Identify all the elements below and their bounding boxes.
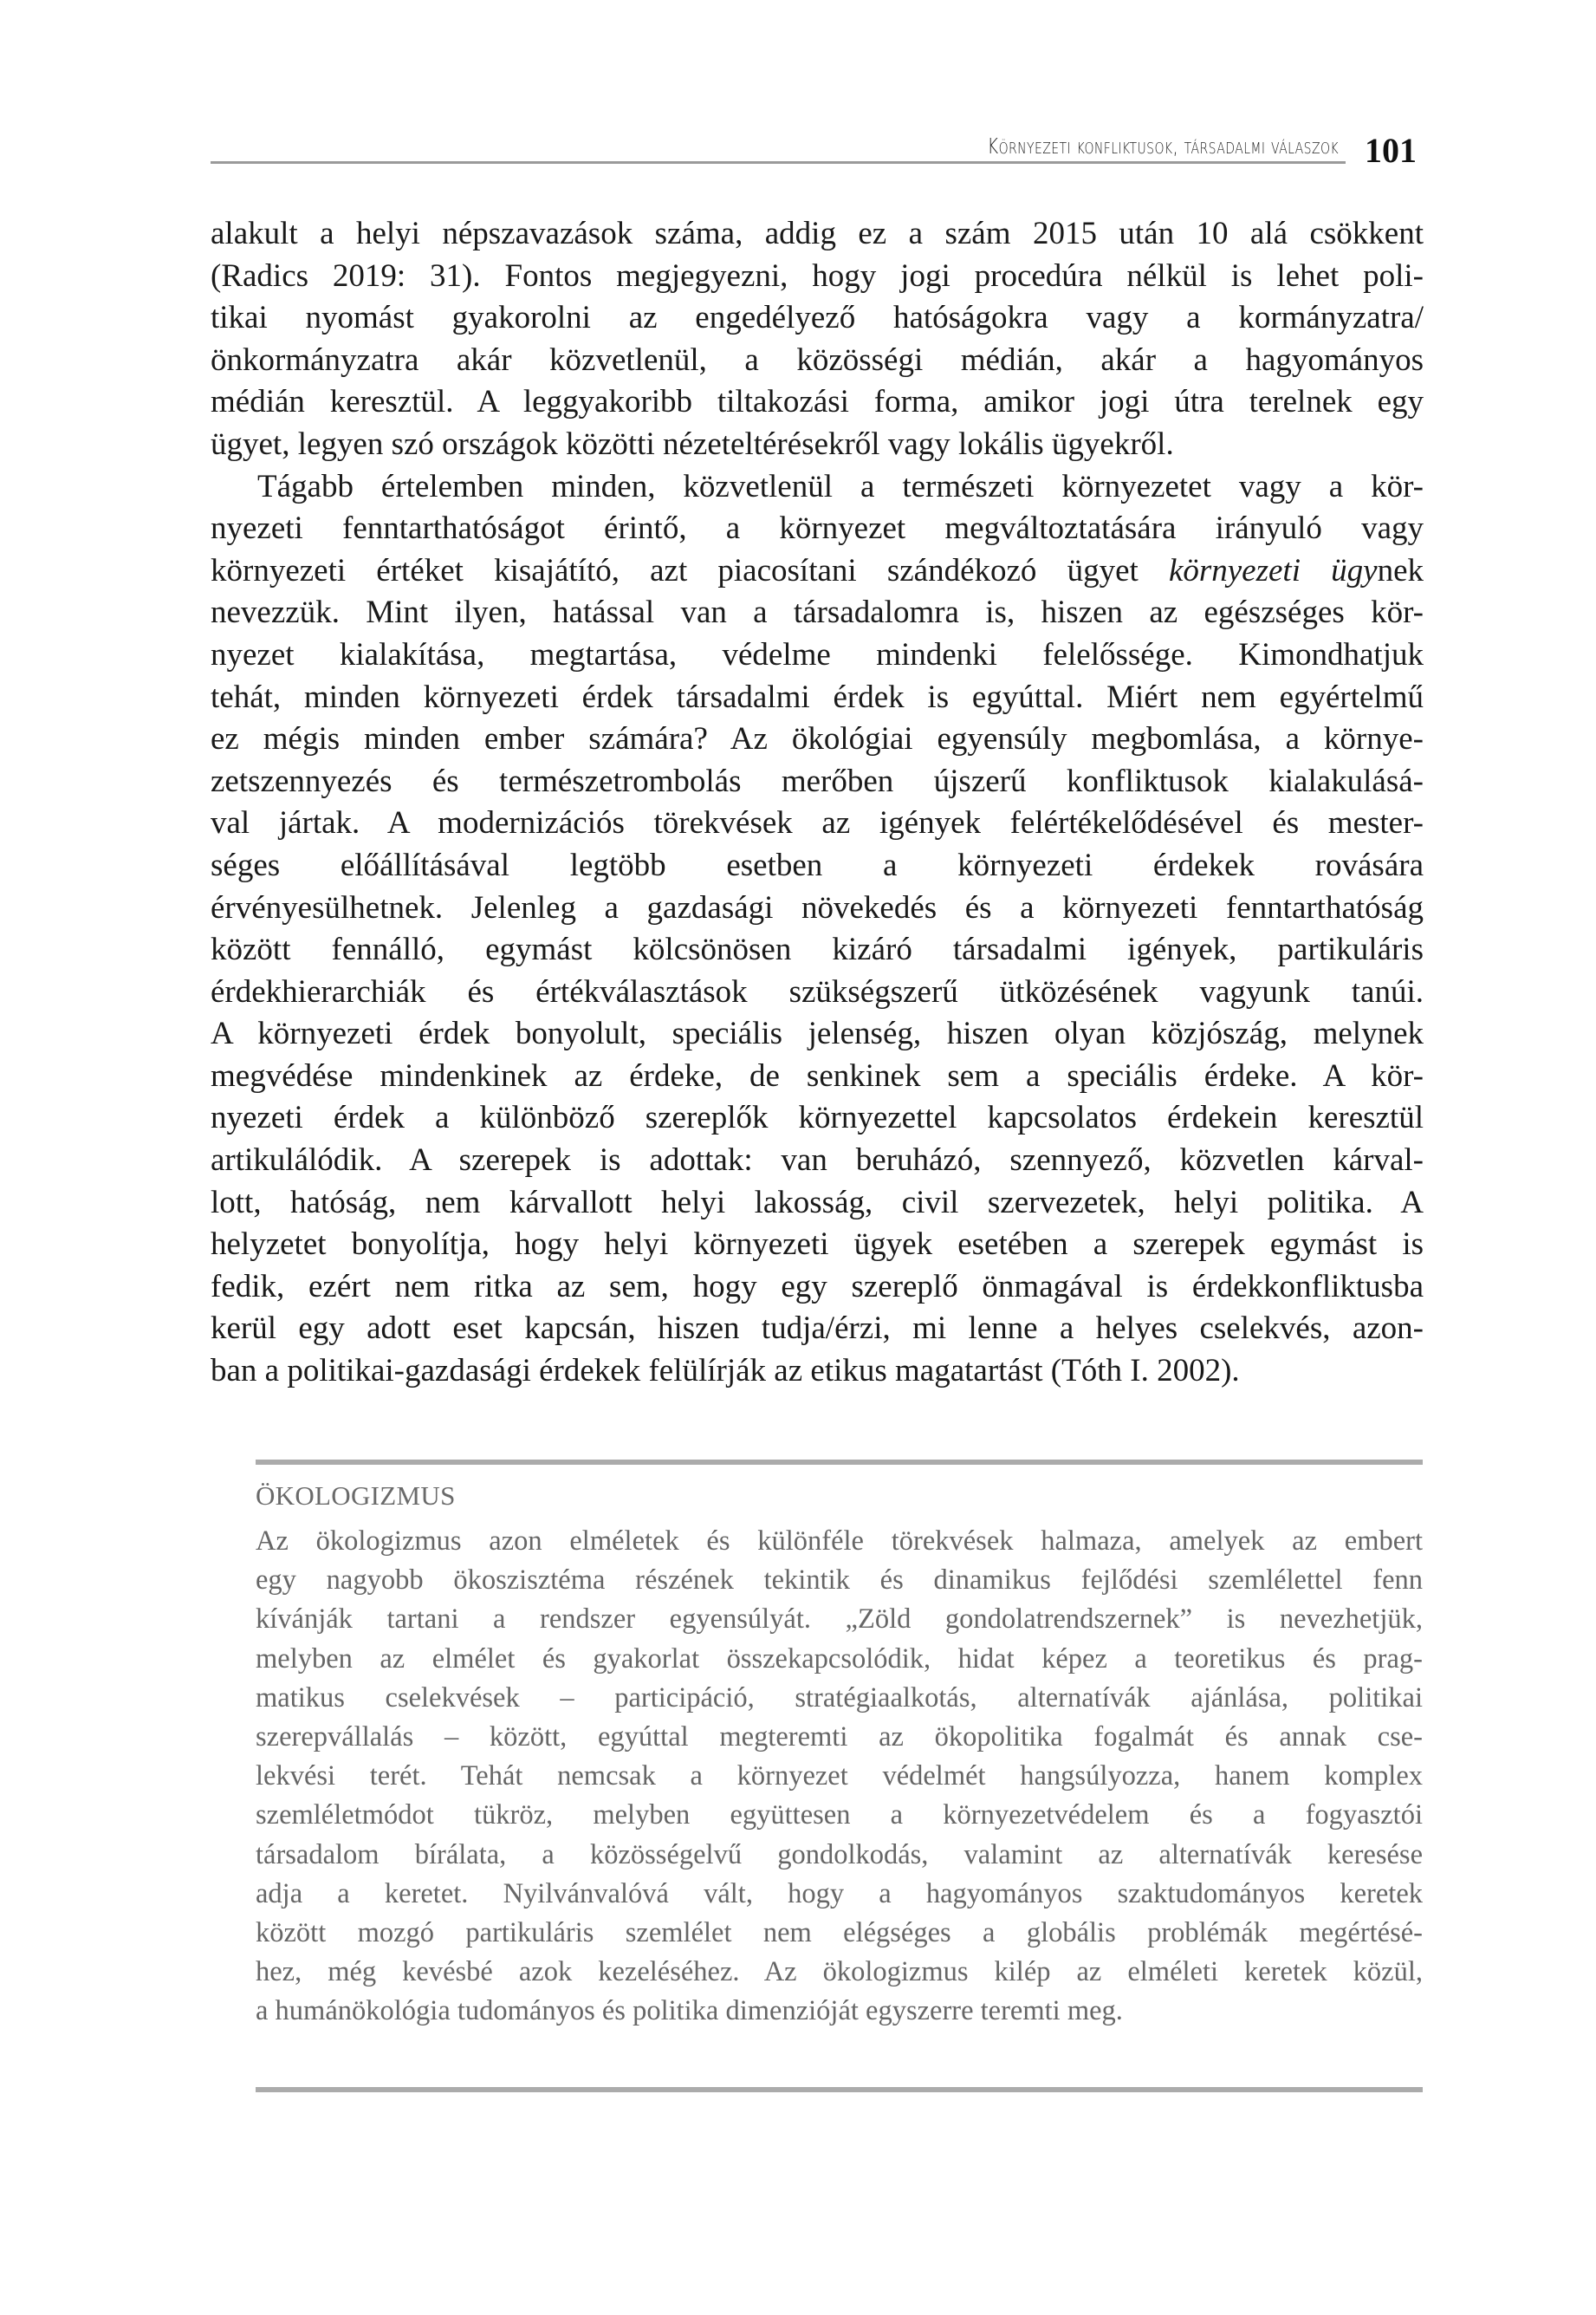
text-line: Tágabb értelemben minden, közvetlenül a természeti környezetet vagy a kör- [257,468,1424,504]
text-line: helyzetet bonyolítja, hogy helyi környezeti ügyek esetében a szerepek egymást is [211,1226,1424,1263]
text-line: nyezet kialakítása, megtartása, védelme mindenki felelőssége. Kimondhatjuk [211,636,1424,673]
text-line: médián keresztül. A leggyakoribb tiltakozási forma, amikor jogi útra terelnek egy [211,384,1424,420]
text-line: ban a politikai-gazdasági érdekek felülírják az etikus magatartást (Tóth I. 2002). [211,1353,1240,1389]
page-number: 101 [1365,131,1417,170]
box-bottom-rule [256,2087,1423,2092]
text-line: fedik, ezért nem ritka az sem, hogy egy szereplő önmagával is érdekkonfliktusba [211,1268,1424,1304]
text-line: érdekhierarchiák és értékválasztások szükségszerű ütközésének vagyunk tanúi. [211,973,1424,1010]
text-line: nyezeti fenntarthatóságot érintő, a környezet megváltoztatására irányuló vagy [211,510,1424,547]
main-text [211,213,1424,1393]
running-header [211,123,1346,164]
box-body [256,1522,1423,2031]
text-line: val jártak. A modernizációs törekvések az igények felértékelődésével és mester- [211,805,1424,842]
text-line: megvédése mindenkinek az érdeke, de senkinek sem a speciális érdeke. A kör- [211,1057,1424,1094]
box-text-line: szemléletmódot tükröz, melyben együttesen a környezetvédelem és a fogyasztói [256,1799,1423,1831]
text-line: alakult a helyi népszavazások száma, addig ez a szám 2015 után 10 alá csökkent [211,216,1424,251]
box-text-line: Az ökologizmus azon elméletek és különféle törekvések halmaza, amelyek az embert [256,1525,1423,1557]
box-top-rule [256,1460,1423,1465]
box-title: ÖKOLOGIZMUS [256,1480,456,1511]
text-line: lott, hatóság, nem kárvallott helyi lakosság, civil szervezetek, helyi politika. A [211,1184,1424,1220]
box-text-line: szerepvállalás – között, egyúttal megteremti az ökopolitika fogalmát és annak cse- [256,1720,1423,1753]
text-line: séges előállításával legtöbb esetben a környezeti érdekek rovására [211,847,1424,883]
emphasized-term: környezeti ügy [1168,552,1378,589]
text-line: tikai nyomást gyakorolni az engedélyező hatóságokra vagy a kormányzatra/ [211,300,1424,336]
text-line: artikulálódik. A szerepek is adottak: van beruházó, szennyező, közvetlen kárval- [211,1142,1424,1179]
box-text-line: kívánják tartani a rendszer egyensúlyát. „Zöld gondolatrendszernek” is nevezhetjük, [256,1603,1423,1635]
box-text-line: lekvési terét. Tehát nemcsak a környezet védelmét hangsúlyozza, hanem komplex [256,1760,1423,1792]
box-text-line: adja a keretet. Nyilvánvalóvá vált, hogy a hagyományos szaktudományos keretek [256,1877,1423,1909]
text-line: (Radics 2019: 31). Fontos megjegyezni, hogy jogi procedúra nélkül is lehet poli- [211,257,1424,294]
text-line-with-emphasis [211,550,1424,593]
paragraph-1 [211,213,1424,466]
text-line: ez mégis minden ember számára? Az ökológiai egyensúly megbomlása, a környe- [211,721,1424,758]
text-line: tehát, minden környezeti érdek társadalmi érdek is egyúttal. Miért nem egyértelmű [211,679,1424,715]
text-line: kerül egy adott eset kapcsán, hiszen tudja/érzi, mi lenne a helyes cselekvés, azon- [211,1310,1424,1347]
text-line: nyezeti érdek a különböző szereplők környezettel kapcsolatos érdekein keresztül [211,1100,1424,1136]
text-line: ügyet, legyen szó országok közötti nézeteltérésekről vagy lokális ügyekről. [211,426,1174,462]
box-text-line: egy nagyobb ökoszisztéma részének tekintik és dinamikus fejlődési szemlélettel fenn [256,1564,1423,1596]
text-line: nevezzük. Mint ilyen, hatással van a társadalomra is, hiszen az egészséges kör- [211,595,1424,631]
text-line: A környezeti érdek bonyolult, speciális jelenség, hiszen olyan közjószág, melynek [211,1016,1424,1052]
box-text-line: matikus cselekvések – participáció, stratégiaalkotás, alternatívák ajánlása, politikai [256,1681,1423,1713]
paragraph-2 [211,466,1424,1393]
box-text-line: között mozgó partikuláris szemlélet nem elégséges a globális problémák megértésé- [256,1916,1423,1948]
box-text-line: hez, még kevésbé azok kezeléséhez. Az ökologizmus kilép az elméleti keretek közül, [256,1956,1423,1988]
text-line: önkormányzatra akár közvetlenül, a közösségi médián, akár a hagyományos [211,341,1424,378]
text-line: érvényesülhetnek. Jelenleg a gazdasági növekedés és a környezeti fenntarthatóság [211,889,1424,926]
box-text-line: a humánökológia tudományos és politika dimenzióját egyszerre teremti meg. [256,1995,1123,2027]
box-text-line: társadalom bírálata, a közösségelvű gondolkodás, valamint az alternatívák keresése [256,1838,1423,1870]
definition-box [256,1460,1423,2094]
text-line: között fennálló, egymást kölcsönösen kizáró társadalmi igények, partikuláris [211,932,1424,968]
text-fragment: nek [1377,552,1424,589]
text-line: zetszennyezés és természetrombolás merőben újszerű konfliktusok kialakulásá- [211,763,1424,799]
running-title: Környezeti konfliktusok, társadalmi válaszok [987,133,1339,159]
box-text-line: melyben az elmélet és gyakorlat összekapcsolódik, hidat képez a teoretikus és prag- [256,1642,1423,1674]
text-fragment: környezeti értéket kisajátító, azt piacosítani szándékozó ügyet [211,552,1169,589]
